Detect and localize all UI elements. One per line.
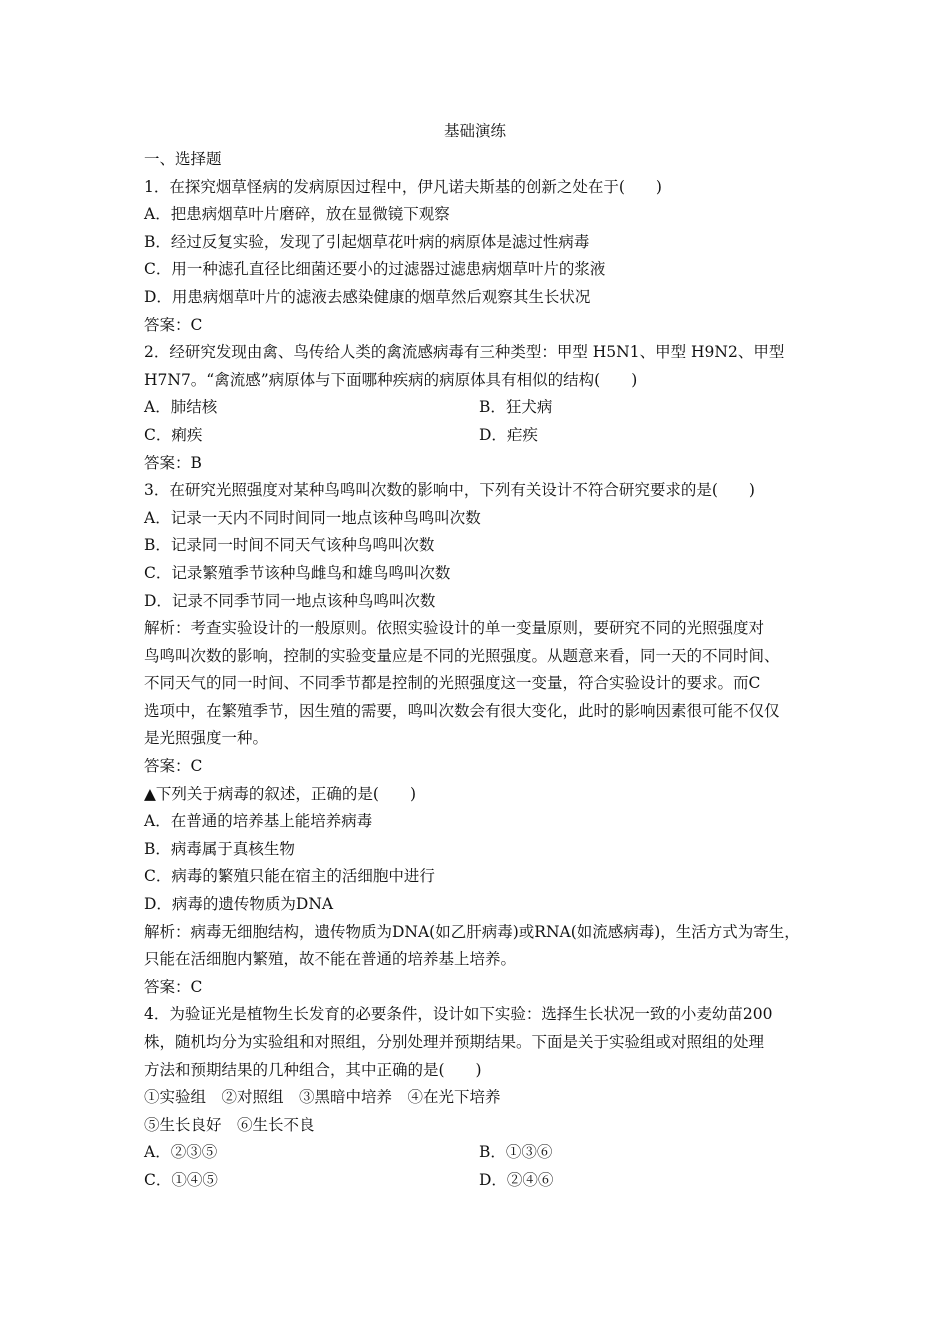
q3-analysis-line-3: 不同天气的同一时间、不同季节都是控制的光照强度这一变量，符合实验设计的要求。而C [144, 674, 761, 693]
q4-items-line-2: ⑤生长良好 ⑥生长不良 [144, 1115, 315, 1134]
q4-stem-line-1: 4．为验证光是植物生长发育的必要条件，设计如下实验：选择生长状况一致的小麦幼苗200 [144, 1005, 773, 1024]
qx-option-a: A．在普通的培养基上能培养病毒 [144, 812, 373, 831]
q4-options-row-1 [144, 1139, 814, 1167]
q2-option-d: D．疟疾 [479, 425, 538, 444]
q4-items-line-1: ①实验组 ②对照组 ③黑暗中培养 ④在光下培养 [144, 1088, 501, 1107]
q2-options-row-1 [144, 394, 814, 422]
q2-option-c: C．痢疾 [144, 425, 203, 444]
q1-option-c: C．用一种滤孔直径比细菌还要小的过滤器过滤患病烟草叶片的浆液 [144, 260, 606, 279]
q1-option-a: A．把患病烟草叶片磨碎，放在显微镜下观察 [144, 205, 450, 224]
qx-analysis-line-2: 只能在活细胞内繁殖，故不能在普通的培养基上培养。 [144, 950, 517, 969]
q4-option-b: B．①③⑥ [479, 1143, 553, 1162]
q2-options-row-2 [144, 422, 814, 450]
q2-option-b: B．狂犬病 [479, 398, 553, 417]
qx-option-b: B．病毒属于真核生物 [144, 839, 295, 858]
q3-analysis-line-1: 解析：考查实验设计的一般原则。依照实验设计的单一变量原则，要研究不同的光照强度对 [144, 619, 765, 638]
q2-stem-line-2: H7N7。“禽流感”病原体与下面哪种疾病的病原体具有相似的结构( ) [144, 370, 638, 389]
q4-stem-line-2: 株，随机均分为实验组和对照组，分别处理并预期结果。下面是关于实验组或对照组的处理 [144, 1033, 765, 1051]
qx-stem: ▲下列关于病毒的叙述，正确的是( ) [144, 784, 417, 803]
qx-option-c: C．病毒的繁殖只能在宿主的活细胞中进行 [144, 867, 435, 886]
q4-option-d: D．②④⑥ [479, 1170, 554, 1189]
q3-option-d: D．记录不同季节同一地点该种鸟鸣叫次数 [144, 591, 436, 610]
qx-option-d: D．病毒的遗传物质为DNA [144, 895, 334, 914]
q4-option-a: A．②③⑤ [144, 1143, 218, 1162]
q3-option-c: C．记录繁殖季节该种鸟雌鸟和雄鸟鸣叫次数 [144, 563, 451, 582]
q1-stem: 1．在探究烟草怪病的发病原因过程中，伊凡诺夫斯基的创新之处在于( ) [144, 177, 662, 196]
q3-answer: 答案：C [144, 757, 203, 776]
qx-answer: 答案：C [144, 977, 203, 996]
q3-option-a: A．记录一天内不同时间同一地点该种鸟鸣叫次数 [144, 508, 481, 527]
q3-analysis-line-2: 鸟鸣叫次数的影响，控制的实验变量应是不同的光照强度。从题意来看，同一天的不同时间、 [144, 646, 780, 665]
page-title: 基础演练 [443, 122, 506, 140]
q4-option-c: C．①④⑤ [144, 1170, 218, 1189]
q2-stem-line-1: 2．经研究发现由禽、鸟传给人类的禽流感病毒有三种类型：甲型 H5N1、甲型 H9N2、甲型 [144, 343, 785, 362]
q1-option-b: B．经过反复实验，发现了引起烟草花叶病的病原体是滤过性病毒 [144, 232, 590, 251]
section-heading: 一、选择题 [144, 150, 222, 168]
qx-analysis-line-1: 解析：病毒无细胞结构，遗传物质为DNA(如乙肝病毒)或RNA(如流感病毒)，生活方式为寄生， [144, 922, 800, 941]
q2-option-a: A．肺结核 [144, 398, 218, 417]
q4-stem-line-3: 方法和预期结果的几种组合，其中正确的是( ) [144, 1060, 482, 1079]
q3-option-b: B．记录同一时间不同天气该种鸟鸣叫次数 [144, 536, 435, 555]
q2-answer: 答案：B [144, 453, 202, 472]
q3-analysis-line-5: 是光照强度一种。 [144, 729, 269, 748]
q1-option-d: D．用患病烟草叶片的滤液去感染健康的烟草然后观察其生长状况 [144, 287, 591, 306]
q3-analysis-line-4: 选项中，在繁殖季节，因生殖的需要，鸣叫次数会有很大变化，此时的影响因素很可能不仅仅 [144, 701, 780, 720]
q3-stem: 3．在研究光照强度对某种鸟鸣叫次数的影响中，下列有关设计不符合研究要求的是( ) [144, 481, 755, 500]
document-body [144, 146, 814, 1195]
q4-options-row-2 [144, 1167, 814, 1195]
q1-answer: 答案：C [144, 315, 203, 334]
